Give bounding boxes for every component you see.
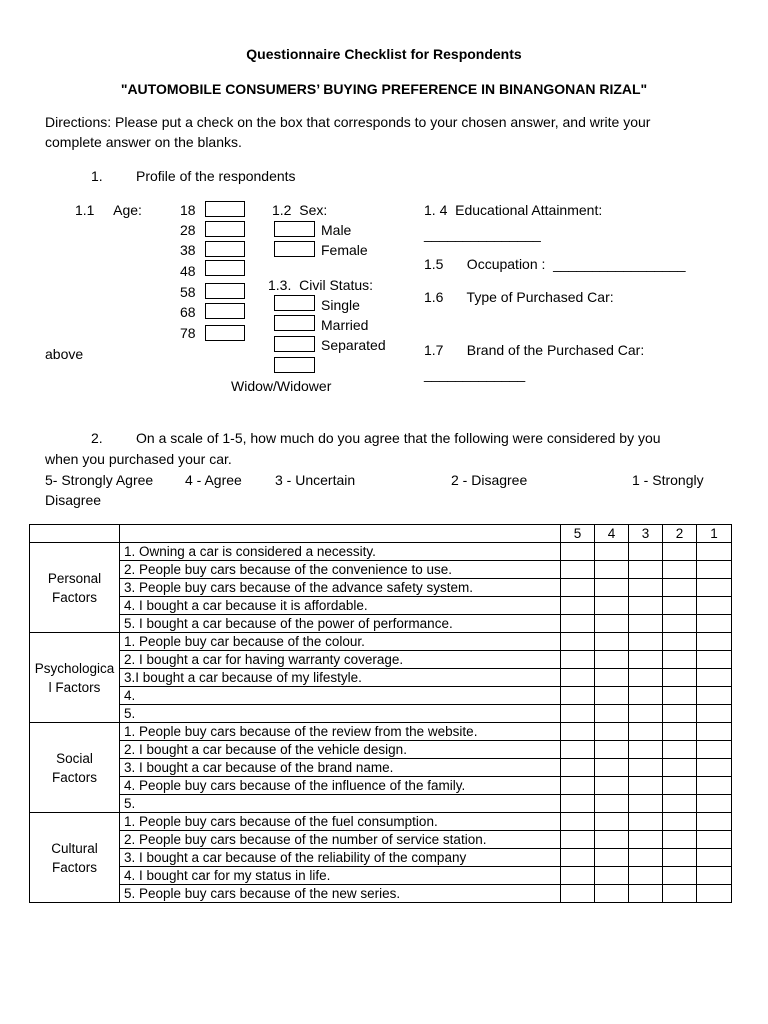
- statement-cell: 1. People buy car because of the colour.: [120, 633, 561, 651]
- rating-cell-5[interactable]: [561, 561, 595, 579]
- rating-cell-4[interactable]: [595, 561, 629, 579]
- rating-cell-3[interactable]: [629, 543, 663, 561]
- age-checkbox-38[interactable]: [205, 241, 245, 257]
- civil-checkbox-married[interactable]: [274, 315, 315, 331]
- rating-cell-2[interactable]: [663, 759, 697, 777]
- statement-cell: 3. People buy cars because of the advance safety system.: [120, 579, 561, 597]
- age-checkbox-48[interactable]: [205, 260, 245, 276]
- table-row: [30, 651, 732, 669]
- rating-cell-3[interactable]: [629, 705, 663, 723]
- civil-checkbox-separated[interactable]: [274, 336, 315, 352]
- table-row: [30, 795, 732, 813]
- rating-cell-3[interactable]: [629, 813, 663, 831]
- rating-cell-1[interactable]: [697, 543, 732, 561]
- rating-cell-3[interactable]: [629, 633, 663, 651]
- rating-cell-5[interactable]: [561, 633, 595, 651]
- table-row: [30, 741, 732, 759]
- statement-cell: 2. I bought a car for having warranty coverage.: [120, 651, 561, 669]
- rating-cell-1[interactable]: [697, 597, 732, 615]
- table-row: [30, 615, 732, 633]
- statement-cell: 1. People buy cars because of the fuel consumption.: [120, 813, 561, 831]
- category-cultural-factors: Cultural Factors: [30, 813, 120, 903]
- civil-option-label: Single: [321, 297, 360, 313]
- statement-cell: 4. People buy cars because of the influence of the family.: [120, 777, 561, 795]
- rating-cell-2[interactable]: [663, 561, 697, 579]
- rating-cell-3[interactable]: [629, 777, 663, 795]
- rating-cell-5[interactable]: [561, 579, 595, 597]
- scale-strongly-disagree: 1 - Strongly: [632, 472, 704, 488]
- rating-cell-5[interactable]: [561, 615, 595, 633]
- rating-cell-3[interactable]: [629, 795, 663, 813]
- rating-cell-3[interactable]: [629, 849, 663, 867]
- page-title: Questionnaire Checklist for Respondents: [246, 46, 522, 62]
- statement-cell: 5.: [120, 705, 561, 723]
- rating-cell-2[interactable]: [663, 867, 697, 885]
- age-option-label: 58: [180, 284, 196, 300]
- age-option-label: 78: [180, 325, 196, 341]
- rating-cell-1[interactable]: [697, 687, 732, 705]
- table-row: [30, 723, 732, 741]
- rating-cell-5[interactable]: [561, 687, 595, 705]
- sex-checkbox-female[interactable]: [274, 241, 315, 257]
- statement-cell: 4. I bought car for my status in life.: [120, 867, 561, 885]
- rating-cell-4[interactable]: [595, 759, 629, 777]
- rating-cell-3[interactable]: [629, 651, 663, 669]
- rating-cell-3[interactable]: [629, 759, 663, 777]
- statement-cell: 3. I bought a car because of the brand name.: [120, 759, 561, 777]
- rating-cell-2[interactable]: [663, 579, 697, 597]
- empty-header-cell: [30, 525, 120, 543]
- rating-cell-2[interactable]: [663, 669, 697, 687]
- rating-table: [29, 524, 732, 903]
- statement-cell: 5. I bought a car because of the power of performance.: [120, 615, 561, 633]
- rating-cell-3[interactable]: [629, 867, 663, 885]
- rating-cell-2[interactable]: [663, 687, 697, 705]
- age-label: 1.1 Age:: [75, 202, 142, 218]
- table-row: [30, 831, 732, 849]
- rating-cell-5[interactable]: [561, 885, 595, 903]
- rating-cell-4[interactable]: [595, 633, 629, 651]
- civil-option-label: Separated: [321, 337, 386, 353]
- rating-cell-5[interactable]: [561, 669, 595, 687]
- section2-question-line-2: when you purchased your car.: [45, 451, 232, 467]
- sex-label: 1.2 Sex:: [272, 202, 328, 218]
- statement-cell: 3. I bought a car because of the reliability of the company: [120, 849, 561, 867]
- table-row: [30, 579, 732, 597]
- civil-option-label: Widow/Widower: [231, 378, 332, 394]
- rating-cell-3[interactable]: [629, 615, 663, 633]
- column-header-2: 2: [663, 525, 697, 543]
- statement-cell: 4. I bought a car because it is affordable.: [120, 597, 561, 615]
- scale-disagree: 2 - Disagree: [451, 472, 528, 488]
- statement-cell: 5.: [120, 795, 561, 813]
- rating-cell-4[interactable]: [595, 597, 629, 615]
- column-header-1: 1: [697, 525, 732, 543]
- rating-cell-4[interactable]: [595, 651, 629, 669]
- rating-cell-1[interactable]: [697, 885, 732, 903]
- rating-cell-3[interactable]: [629, 561, 663, 579]
- civil-checkbox-single[interactable]: [274, 295, 315, 311]
- rating-cell-3[interactable]: [629, 741, 663, 759]
- rating-cell-2[interactable]: [663, 723, 697, 741]
- rating-cell-3[interactable]: [629, 831, 663, 849]
- rating-cell-3[interactable]: [629, 669, 663, 687]
- rating-cell-2[interactable]: [663, 777, 697, 795]
- column-header-4: 4: [595, 525, 629, 543]
- rating-cell-4[interactable]: [595, 795, 629, 813]
- rating-cell-1[interactable]: [697, 561, 732, 579]
- rating-cell-5[interactable]: [561, 705, 595, 723]
- rating-cell-5[interactable]: [561, 795, 595, 813]
- rating-cell-5[interactable]: [561, 543, 595, 561]
- sex-option-label: Male: [321, 222, 352, 238]
- age-above-label: above: [45, 346, 84, 362]
- education-blank[interactable]: _______________: [424, 226, 541, 242]
- rating-cell-4[interactable]: [595, 849, 629, 867]
- rating-cell-4[interactable]: [595, 831, 629, 849]
- rating-cell-1[interactable]: [697, 831, 732, 849]
- column-header-5: 5: [561, 525, 595, 543]
- rating-cell-5[interactable]: [561, 867, 595, 885]
- civil-checkbox-widow[interactable]: [274, 357, 315, 373]
- rating-cell-4[interactable]: [595, 687, 629, 705]
- category-social-factors: Social Factors: [30, 723, 120, 813]
- section2-number: 2.: [91, 430, 103, 446]
- table-row: [30, 543, 732, 561]
- rating-cell-5[interactable]: [561, 741, 595, 759]
- rating-cell-2[interactable]: [663, 615, 697, 633]
- rating-cell-2[interactable]: [663, 831, 697, 849]
- rating-cell-5[interactable]: [561, 849, 595, 867]
- table-row: [30, 813, 732, 831]
- scale-strongly-agree: 5- Strongly Agree: [45, 472, 154, 488]
- statement-cell: 4.: [120, 687, 561, 705]
- rating-cell-4[interactable]: [595, 543, 629, 561]
- section1-number: 1.: [91, 168, 103, 184]
- rating-cell-2[interactable]: [663, 651, 697, 669]
- section2-question-line-1: On a scale of 1-5, how much do you agree that the following were considered by you: [136, 430, 661, 446]
- age-option-label: 28: [180, 222, 196, 238]
- table-row: [30, 633, 732, 651]
- rating-cell-1[interactable]: [697, 795, 732, 813]
- age-checkbox-68[interactable]: [205, 303, 245, 319]
- rating-cell-4[interactable]: [595, 777, 629, 795]
- age-option-label: 18: [180, 202, 196, 218]
- rating-cell-1[interactable]: [697, 705, 732, 723]
- statement-cell: 2. People buy cars because of the convenience to use.: [120, 561, 561, 579]
- age-option-label: 68: [180, 304, 196, 320]
- statement-cell: 3.I bought a car because of my lifestyle.: [120, 669, 561, 687]
- rating-cell-3[interactable]: [629, 597, 663, 615]
- rating-cell-3[interactable]: [629, 687, 663, 705]
- rating-cell-2[interactable]: [663, 741, 697, 759]
- rating-cell-5[interactable]: [561, 777, 595, 795]
- rating-cell-4[interactable]: [595, 705, 629, 723]
- rating-cell-1[interactable]: [697, 849, 732, 867]
- rating-cell-2[interactable]: [663, 849, 697, 867]
- table-header-row: [30, 525, 732, 543]
- column-header-3: 3: [629, 525, 663, 543]
- rating-cell-5[interactable]: [561, 723, 595, 741]
- scale-uncertain: 3 - Uncertain: [275, 472, 356, 488]
- category-personal-factors: Personal Factors: [30, 543, 120, 633]
- rating-cell-1[interactable]: [697, 867, 732, 885]
- rating-cell-5[interactable]: [561, 813, 595, 831]
- table-row: [30, 705, 732, 723]
- rating-cell-1[interactable]: [697, 579, 732, 597]
- statement-cell: 2. I bought a car because of the vehicle design.: [120, 741, 561, 759]
- occupation-field[interactable]: 1.5 Occupation : _________________: [424, 256, 686, 272]
- section1-title: Profile of the respondents: [136, 168, 296, 184]
- age-checkbox-28[interactable]: [205, 221, 245, 237]
- car-brand-label: 1.7 Brand of the Purchased Car:: [424, 342, 645, 358]
- rating-cell-2[interactable]: [663, 795, 697, 813]
- rating-cell-4[interactable]: [595, 867, 629, 885]
- rating-cell-5[interactable]: [561, 597, 595, 615]
- rating-cell-1[interactable]: [697, 633, 732, 651]
- civil-option-label: Married: [321, 317, 369, 333]
- car-type-label: 1.6 Type of Purchased Car:: [424, 289, 614, 305]
- table-row: [30, 867, 732, 885]
- rating-cell-1[interactable]: [697, 741, 732, 759]
- survey-subtitle: "AUTOMOBILE CONSUMERS’ BUYING PREFERENCE IN BINANGONAN RIZAL": [120, 81, 648, 97]
- rating-cell-2[interactable]: [663, 597, 697, 615]
- rating-cell-5[interactable]: [561, 831, 595, 849]
- empty-header-cell: [120, 525, 561, 543]
- directions-line-2: complete answer on the blanks.: [45, 134, 242, 150]
- rating-cell-1[interactable]: [697, 723, 732, 741]
- rating-cell-3[interactable]: [629, 579, 663, 597]
- table-row: [30, 597, 732, 615]
- category-psychological-factors: Psychological Factors: [30, 633, 120, 723]
- rating-cell-4[interactable]: [595, 885, 629, 903]
- directions-line-1: Directions: Please put a check on the box that corresponds to your chosen answer, and write your: [45, 114, 651, 130]
- age-checkbox-78[interactable]: [205, 325, 245, 341]
- rating-cell-3[interactable]: [629, 885, 663, 903]
- rating-cell-1[interactable]: [697, 777, 732, 795]
- table-row: [30, 759, 732, 777]
- rating-cell-4[interactable]: [595, 669, 629, 687]
- sex-checkbox-male[interactable]: [274, 221, 315, 237]
- car-brand-blank[interactable]: _____________: [424, 366, 526, 382]
- rating-cell-1[interactable]: [697, 813, 732, 831]
- rating-cell-4[interactable]: [595, 813, 629, 831]
- table-row: [30, 885, 732, 903]
- rating-cell-2[interactable]: [663, 813, 697, 831]
- age-option-label: 48: [180, 263, 196, 279]
- statement-cell: 5. People buy cars because of the new series.: [120, 885, 561, 903]
- rating-cell-2[interactable]: [663, 705, 697, 723]
- civil-status-label: 1.3. Civil Status:: [268, 277, 374, 293]
- table-row: [30, 669, 732, 687]
- table-row: [30, 777, 732, 795]
- rating-cell-2[interactable]: [663, 543, 697, 561]
- education-label: 1. 4 Educational Attainment:: [424, 202, 603, 218]
- scale-agree: 4 - Agree: [185, 472, 242, 488]
- rating-cell-5[interactable]: [561, 651, 595, 669]
- rating-cell-4[interactable]: [595, 723, 629, 741]
- rating-cell-1[interactable]: [697, 615, 732, 633]
- rating-cell-1[interactable]: [697, 651, 732, 669]
- rating-cell-3[interactable]: [629, 723, 663, 741]
- rating-cell-2[interactable]: [663, 633, 697, 651]
- statement-cell: 1. People buy cars because of the review from the website.: [120, 723, 561, 741]
- rating-cell-1[interactable]: [697, 759, 732, 777]
- table-row: [30, 561, 732, 579]
- rating-cell-1[interactable]: [697, 669, 732, 687]
- rating-cell-4[interactable]: [595, 579, 629, 597]
- sex-option-label: Female: [321, 242, 368, 258]
- rating-cell-4[interactable]: [595, 741, 629, 759]
- age-checkbox-18[interactable]: [205, 201, 245, 217]
- table-row: [30, 849, 732, 867]
- scale-strongly-disagree-cont: Disagree: [45, 492, 102, 508]
- rating-cell-5[interactable]: [561, 759, 595, 777]
- statement-cell: 2. People buy cars because of the number of service station.: [120, 831, 561, 849]
- rating-cell-2[interactable]: [663, 885, 697, 903]
- rating-cell-4[interactable]: [595, 615, 629, 633]
- table-row: [30, 687, 732, 705]
- statement-cell: 1. Owning a car is considered a necessity.: [120, 543, 561, 561]
- age-option-label: 38: [180, 242, 196, 258]
- age-checkbox-58[interactable]: [205, 283, 245, 299]
